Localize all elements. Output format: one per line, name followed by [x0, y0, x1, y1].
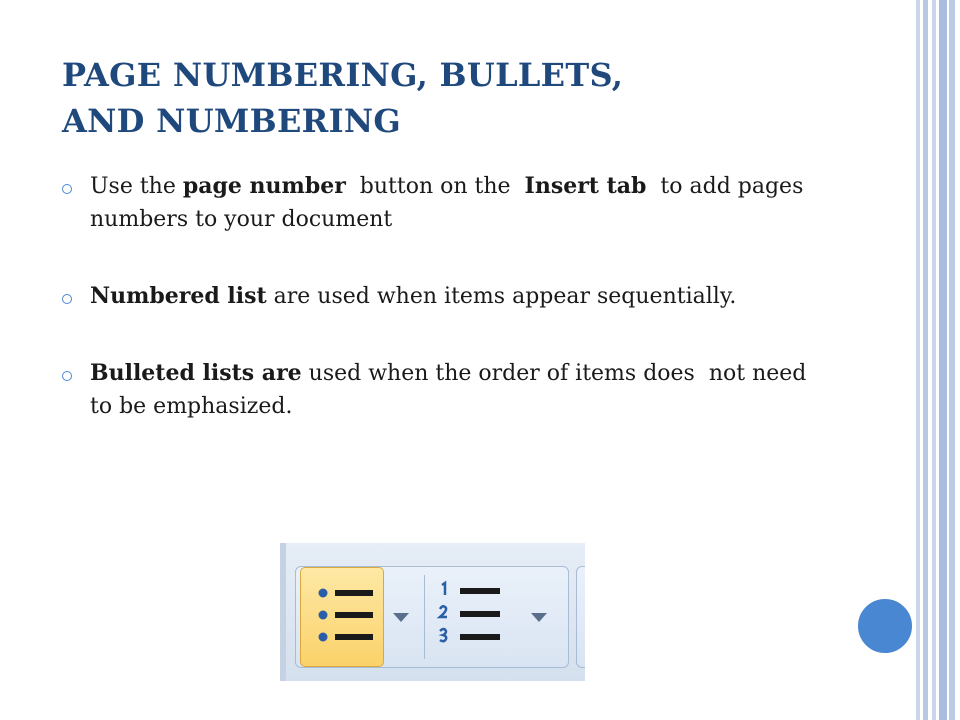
bullet-bold-text: Numbered list — [90, 283, 267, 309]
bullet-text: to add pages numbers to your document — [90, 174, 811, 232]
slide-title — [62, 52, 862, 144]
decorative-stripes — [916, 0, 960, 720]
bullet-bold-text: page number — [182, 173, 346, 199]
ribbon-list-group — [295, 566, 569, 668]
bullet-marker-icon — [62, 294, 72, 304]
ribbon-separator — [424, 575, 425, 659]
bullets-dropdown[interactable] — [392, 609, 410, 628]
ribbon-next-group — [576, 566, 585, 668]
decorative-circle — [856, 597, 914, 655]
title-line-2: AND NUMBERING — [62, 102, 402, 140]
bullet-list — [62, 170, 822, 467]
ribbon-screenshot — [280, 543, 585, 681]
bullet-item-page-number — [62, 170, 822, 236]
bullet-marker-icon — [62, 184, 72, 194]
chevron-down-icon — [530, 610, 548, 624]
bullet-marker-icon — [62, 371, 72, 381]
numbering-list-icon — [430, 567, 514, 665]
numbering-dropdown[interactable] — [530, 609, 548, 628]
chevron-down-icon — [392, 610, 410, 624]
bullets-button[interactable] — [300, 567, 384, 667]
numbering-button[interactable] — [430, 567, 514, 667]
ribbon-edge — [280, 543, 286, 681]
bullet-item-numbered-list — [62, 280, 822, 313]
title-line-1: PAGE NUMBERING, BULLETS, — [62, 56, 624, 94]
bullet-bold-text: Bulleted lists are — [90, 360, 302, 386]
bullet-text: Use the — [90, 174, 183, 199]
bullets-list-icon — [301, 568, 385, 666]
bullet-bold-text: Insert tab — [524, 173, 647, 199]
bullet-text: button on the — [345, 174, 525, 199]
bullet-item-bulleted-list — [62, 357, 822, 423]
bullet-text: are used when items appear sequentially. — [266, 284, 737, 309]
bullet-text: used when the order of items does not need to be emphasized. — [90, 361, 814, 419]
